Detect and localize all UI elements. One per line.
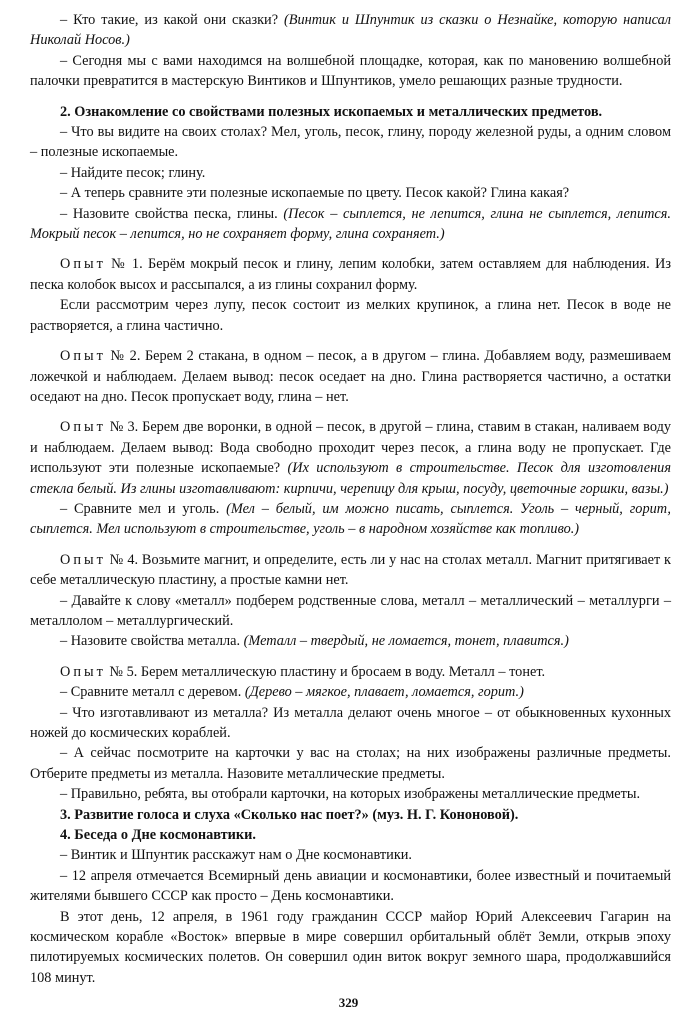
experiment-paragraph: Опыт № 1. Берём мокрый песок и глину, лепим колобки, затем оставляем для наблюдения. Из песка колобок высох и рассыпался, а из глины сохранил форму. [30,256,671,293]
paragraph: – Сегодня мы с вами находимся на волшебной площадке, которая, как по мановению волшебной палочки превратится в мастерскую Винтиков и Шпунтиков, умело решающих разные трудности. [30,52,671,90]
paragraph: – А теперь сравните эти полезные ископаемые по цвету. Песок какой? Глина какая? [60,185,570,202]
paragraph: – Что вы видите на своих столах? Мел, уголь, песок, глину, породу железной руды, а одним словом – полезные ископаемые. [30,124,671,161]
experiment-label: Опыт [60,348,106,365]
experiment-paragraph: Опыт № 4. Возьмите магнит, и определите, есть ли у нас на столах металл. Магнит притягивает к себе металлическую пластину, а простые камни нет. [30,551,671,589]
section-heading: 4. Беседа о Дне космонавтики. [60,827,256,844]
page-body [30,10,671,988]
paragraph: – Назовите свойства песка, глины. (Песок – сыплется, не лепится, глина не сыплется, лепится. Мокрый песок – лепится, но не сохраняет форму, глина сохраняет.) [30,205,671,243]
paragraph: – Давайте к слову «металл» подберем родственные слова, металл – металлический – металлурги – металлолом – металлургический. [30,592,671,629]
paragraph: – Сравните металл с деревом. (Дерево – мягкое, плавает, ломается, горит.) [60,684,524,701]
paragraph: – Что изготавливают из металла? Из металла делают очень многое – от обыкновенных кухонных ножей до космических кораблей. [30,704,671,741]
section-heading: 3. Развитие голоса и слуха «Сколько нас поет?» (муз. Н. Г. Кононовой). [60,806,519,823]
paragraph: – Кто такие, из какой они сказки? (Винтик и Шпунтик из сказки о Незнайке, которую написал Николай Носов.) [30,12,671,49]
experiment-label: Опыт [60,663,106,680]
experiment-label: Опыт [60,419,106,436]
paragraph: – Винтик и Шпунтик расскажут нам о Дне космонавтики. [60,847,412,864]
paragraph: – А сейчас посмотрите на карточки у вас на столах; на них изображены различные предметы. Отберите предметы из металла. Назовите металлические предметы. [30,745,671,782]
experiment-paragraph: Опыт № 5. Берем металлическую пластину и бросаем в воду. Металл – тонет. [60,663,546,680]
section-heading: 2. Ознакомление со свойствами полезных ископаемых и металлических предметов. [60,103,603,120]
paragraph: – Сравните мел и уголь. (Мел – белый, им можно писать, сыплется. Уголь – черный, горит, сыплется. Мел используют в строительстве, уголь – в народном хозяйстве как топливо.) [30,500,671,538]
paragraph: – Назовите свойства металла. (Металл – твердый, не ломается, тонет, плавится.) [60,633,569,650]
experiment-label: Опыт [60,256,106,273]
experiment-paragraph: Опыт № 2. Берем 2 стакана, в одном – песок, а в другом – глина. Добавляем воду, размешиваем ложечкой и наблюдаем. Делаем вывод: песок оседает на дно. Глина растворяется частично, а остатки оседают на дно. Песок пропускает воду, глина – нет. [30,348,671,405]
paragraph: Если рассмотрим через лупу, песок состоит из мелких крупинок, а глина нет. Песок в воде не растворяется, а глина частично. [30,297,671,334]
paragraph: – 12 апреля отмечается Всемирный день авиации и космонавтики, более известный и почитаемый жителями бывшего СССР как просто – День космонавтики. [30,867,671,905]
paragraph: – Правильно, ребята, вы отобрали карточки, на которых изображены металлические предметы. [60,786,641,803]
experiment-label: Опыт [60,551,106,568]
paragraph: – Найдите песок; глину. [60,164,206,181]
page-number: 329 [338,995,359,1010]
paragraph: В этот день, 12 апреля, в 1961 году гражданин СССР майор Юрий Алексеевич Гагарин на космическом корабле «Восток» впервые в мире совершил орбитальный облёт Земли, открыв эпоху пилотируемых космических полетов. Он совершил один виток вокруг земного шара, продолжавшийся 108 минут. [30,908,671,986]
experiment-paragraph: Опыт № 3. Берем две воронки, в одной – песок, в другой – глина, ставим в стакан, наливаем воду и наблюдаем. Делаем вывод: Вода свободно проходит через песок, а глина воду не пропускает. Где используют эти полезные ископаемые? (Их используют в строительстве. Песок для изготовления стекла белый. Из глины изготавливают: кирпичи, черепицу для крыш, посуду, цветочные горшки, вазы.) [30,419,671,497]
